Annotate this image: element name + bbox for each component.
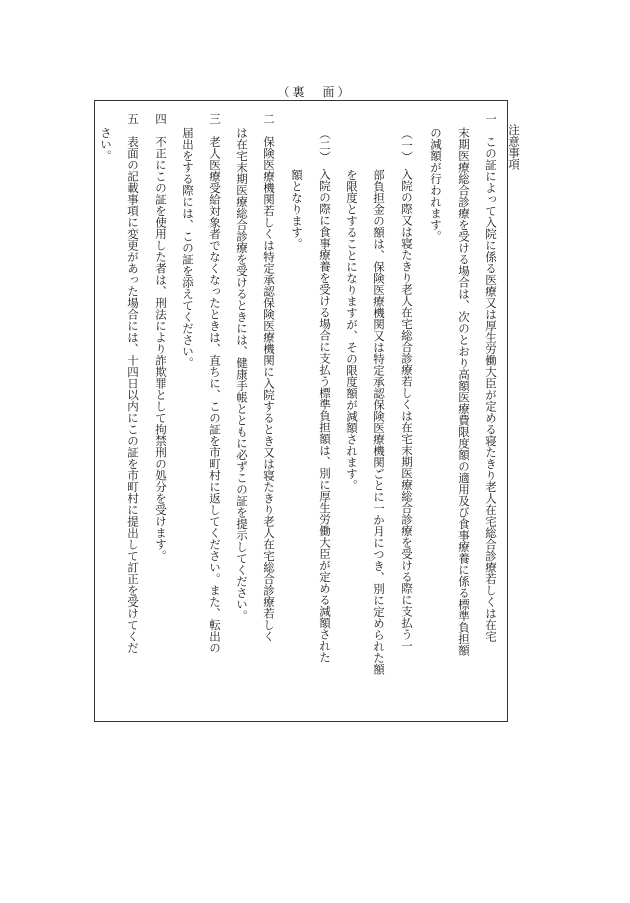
note-line: 末期医療総合診療を受ける場合は、次のとおり高額医療費限度額の適用及び食事療養に係る標準負担額 [457, 127, 471, 656]
note-line: 部負担金の額は、保険医療機関又は特定承認保険医療機関ごとに一か月につき、別に定められた額 [372, 169, 386, 675]
note-line: を限度とすることになりますが、その限度額が減額されます。 [345, 169, 359, 491]
note-line: 額となります。 [290, 169, 304, 250]
note-line: 三 老人医療受給対象者でなくなったときは、直ちに、この証を市町村に返してください。また、転出の [208, 113, 222, 654]
note-line: 五 表面の記載事項に変更があった場合には、十四日以内にこの証を市町村に提出して訂正を受けてくだ [126, 113, 140, 654]
note-line: 一 この証によって入院に係る医療又は厚生労働大臣が定める寝たきり老人在宅総合診療若しくは在宅 [484, 113, 498, 642]
note-line: 二 保険医療機関若しくは特定承認保険医療機関に入院するとき又は寝たきり老人在宅総合診療若しく [262, 113, 276, 642]
note-line: は在宅末期医療総合診療を受けるときには、健康手帳とともに必ずこの証を提示してください。 [235, 127, 249, 622]
note-line: （一） 入院の際又は寝たきり老人在宅総合診療若しくは在宅末期医療総合診療を受ける際に支払う一 [400, 128, 414, 652]
note-line: の減額が行われます。 [429, 127, 443, 242]
page-heading: （裏 面） [277, 85, 353, 99]
note-line: さい。 [99, 127, 113, 162]
note-line: （二） 入院の際に食事療養を受ける場合に支払う標準負担額は、別に厚生労働大臣が定める減額された [318, 128, 332, 663]
note-line: 四 不正にこの証を使用した者は、刑法により詐欺罪として拘禁刑の処分を受けます。 [154, 113, 168, 562]
note-line: 届出をする際には、この証を添えてください。 [181, 127, 195, 369]
notes-title: 注意事項 [507, 124, 521, 170]
